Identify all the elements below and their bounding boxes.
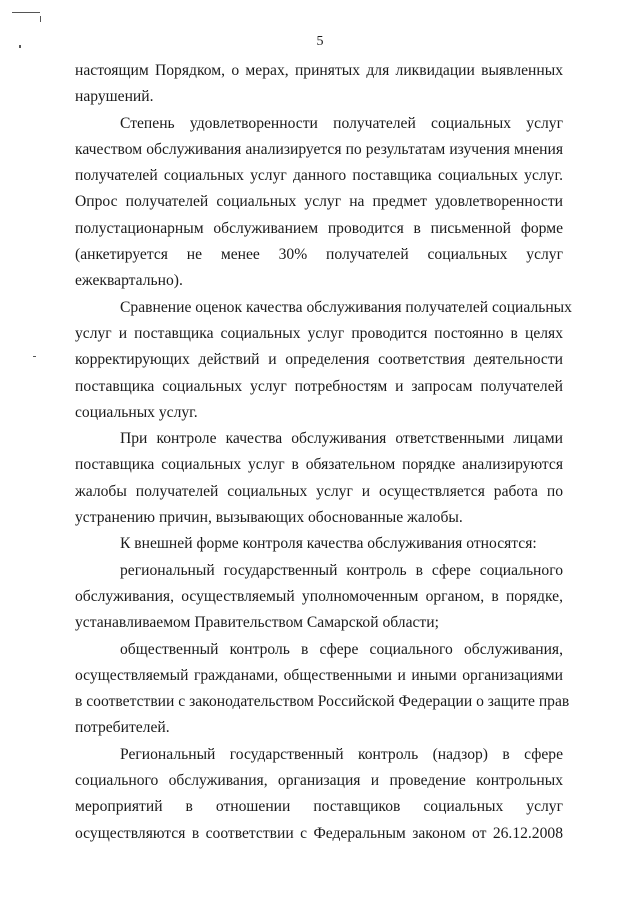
text-line: получателей социальных услуг данного поставщика социальных услуг. [75,167,563,185]
text-line: Опрос получателей социальных услуг на предмет удовлетворенности [75,193,563,211]
paragraph [75,111,563,295]
text-line: в соответствии с законодательством Российской Федерации о защите прав [75,693,570,711]
text-line: социального обслуживания, организация и проведение контрольных [75,772,563,790]
text-line: устранению причин, вызывающих обоснованные жалобы. [75,509,463,527]
text-line: полустационарным обслуживанием проводится в письменной форме [75,219,563,237]
text-line: Сравнение оценок качества обслуживания получателей социальных [120,298,572,316]
text-line: Региональный государственный контроль (надзор) в сфере [120,745,563,763]
text-line: При контроле качества обслуживания ответственными лицами [120,430,563,448]
text-line: устанавливаемом Правительством Самарской области; [75,614,439,632]
text-line: социальных услуг. [75,403,198,421]
paragraph [75,58,563,111]
text-line: общественный контроль в сфере социального обслуживания, [120,640,563,658]
text-line: поставщика социальных услуг в обязательном порядке анализируются [75,456,563,474]
page-number: 5 [316,34,324,49]
text-line: обслуживания, осуществляемый уполномоченным органом, в порядке, [75,587,563,605]
paragraph [75,295,572,426]
text-line: поставщика социальных услуг потребностям и запросам получателей [75,377,563,395]
text-line: ежеквартально). [75,272,183,290]
text-line: настоящим Порядком, о мерах, принятых для ликвидации выявленных [75,62,563,79]
scan-mark [12,12,40,13]
text-line: региональный государственный контроль в сфере социального [120,561,563,579]
paragraph [75,531,570,741]
text-line: осуществляются в соответствии с Федеральным законом от 26.12.2008 [75,824,563,842]
text-line: мероприятий в отношении поставщиков социальных услуг [75,798,563,816]
text-line: Степень удовлетворенности получателей социальных услуг [120,114,563,132]
scan-mark [40,16,41,22]
text-line: (анкетируется не менее 30% получателей социальных услуг [75,246,563,264]
scan-mark [33,356,36,357]
text-line: услуг и поставщика социальных услуг проводится постоянно в целях [75,324,563,342]
paragraph [75,742,563,847]
document-body [75,58,572,847]
text-line: потребителей. [75,719,170,737]
text-line: осуществляемый гражданами, общественными и иными организациями [75,666,563,684]
text-line: жалобы получателей социальных услуг и осуществляется работа по [75,482,563,500]
text-line: корректирующих действий и определения соответствия деятельности [75,351,563,369]
paragraph [75,426,563,531]
text-line: нарушений. [75,88,154,106]
text-line: качеством обслуживания анализируется по результатам изучения мнения [75,140,563,158]
text-line: К внешней форме контроля качества обслуживания относятся: [120,535,537,553]
